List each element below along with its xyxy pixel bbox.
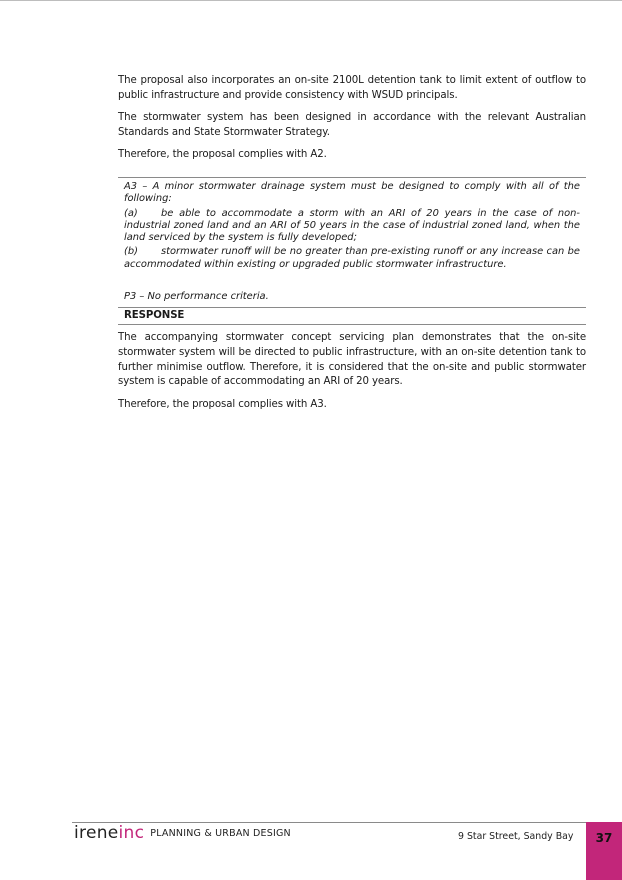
requirement-heading: A3 – A minor stormwater drainage system must be designed to comply with all of the following: <box>124 180 580 205</box>
top-border-line <box>0 0 622 1</box>
spacer <box>124 273 580 291</box>
body-paragraph: The proposal also incorporates an on-site 2100L detention tank to limit extent of outflow to public infrastructure and provide consistency with WSUD principals. <box>118 75 586 101</box>
performance-criteria: P3 – No performance criteria. <box>124 291 269 303</box>
response-paragraph: The accompanying stormwater concept servicing plan demonstrates that the on-site stormwater system will be directed to public infrastructure, with an on-site detention tank to further minimise outflow. Therefore, it is considered that the on-site and public stormwater system is capable of accommodating an ARI of 20 years. <box>118 332 586 388</box>
requirement-item <box>124 246 580 271</box>
page-number: 37 <box>595 831 613 845</box>
requirement-item-text: be able to accommodate a storm with an ARI of 20 years in the case of non-industrial zoned land and an ARI of 50 years in the case of industrial zoned land, when the land serviced by the system is fully developed; <box>124 207 580 244</box>
body-paragraph: Therefore, the proposal complies with A2. <box>118 149 327 161</box>
brand-tagline: PLANNING & URBAN DESIGN <box>150 828 291 839</box>
requirement-item-tag: (b) <box>124 246 138 258</box>
page-number-tab <box>586 822 622 880</box>
brand-name-inc: inc <box>118 823 145 843</box>
page-content <box>118 74 586 420</box>
footer-address: 9 Star Street, Sandy Bay <box>458 831 574 842</box>
response-heading: RESPONSE <box>118 308 586 325</box>
requirement-item-tag: (a) <box>124 207 138 219</box>
requirement-item <box>124 208 580 245</box>
brand-logo <box>74 823 291 845</box>
brand-name-irene: irene <box>74 823 119 843</box>
body-paragraph: The stormwater system has been designed in accordance with the relevant Australian Standards and State Stormwater Strategy. <box>118 112 586 138</box>
requirement-item-text: stormwater runoff will be no greater than pre-existing runoff or any increase can be accommodated within existing or upgraded public stormwater infrastructure. <box>124 246 580 270</box>
response-paragraph: Therefore, the proposal complies with A3. <box>118 398 327 410</box>
requirement-box <box>118 177 586 308</box>
